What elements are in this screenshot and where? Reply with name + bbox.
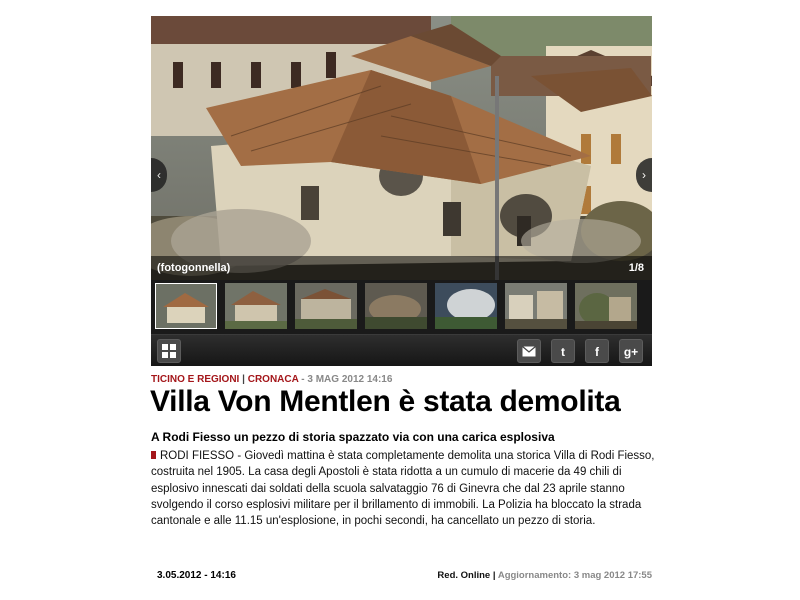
thumbnail-3[interactable] [295, 283, 357, 329]
article-date: 3 MAG 2012 14:16 [307, 374, 393, 385]
previous-photo-button[interactable]: ‹ [151, 158, 167, 192]
article-subtitle: A Rodi Fiesso un pezzo di storia spazzato via con una carica esplosiva [151, 430, 555, 444]
gallery-toolbar [151, 334, 652, 366]
article-place: RODI FIESSO [160, 450, 235, 462]
thumbnail-5[interactable] [435, 283, 497, 329]
thumbnail-1[interactable] [155, 283, 217, 329]
thumbnail-2[interactable] [225, 283, 287, 329]
footer-date: 3.05.2012 - 14:16 [157, 570, 236, 581]
photo-caption: (fotogonnella) [157, 262, 231, 274]
email-share-button[interactable] [517, 339, 541, 363]
grid-view-button[interactable] [157, 339, 181, 363]
dateline-marker-icon [151, 451, 156, 459]
section-link[interactable]: TICINO E REGIONI [151, 374, 240, 385]
twitter-share-button[interactable]: t [551, 339, 575, 363]
mail-icon [522, 346, 536, 357]
thumbnail-strip [151, 280, 652, 334]
footer-meta [437, 570, 652, 581]
article-text: - Giovedì mattina è stata completamente demolita una storica Villa di Rodi Fiesso, costruita nel 1905. La casa degli Apostoli è stata ridotta a un cumulo di macerie da 49 chili di esplosivo innescati dai soldati della scuola salvataggio 76 di Ginevra che dal 23 aprile stanno svolgendo il corso esplosivi militare per il brillamento di immobili. La Polizia ha bloccato la strada cantonale e alle 11.15 un'esplosione, in pochi secondi, ha cancellato un pezzo di storia. [151, 450, 655, 528]
article-title: Villa Von Mentlen è stata demolita [150, 385, 621, 418]
photo-counter: 1/8 [628, 262, 644, 274]
article-body [151, 448, 661, 529]
article-kicker [151, 374, 392, 385]
grid-icon [162, 344, 176, 358]
google-plus-share-button[interactable]: g+ [619, 339, 643, 363]
kicker-dash: - [301, 374, 305, 385]
facebook-share-button[interactable]: f [585, 339, 609, 363]
hero-photo[interactable] [151, 16, 652, 280]
thumbnail-6[interactable] [505, 283, 567, 329]
demolished-villa-photo [151, 16, 652, 280]
category-link[interactable]: CRONACA [247, 374, 299, 385]
footer-separator: | [492, 570, 496, 581]
next-photo-button[interactable]: › [636, 158, 652, 192]
photo-gallery [151, 16, 652, 366]
thumbnail-4[interactable] [365, 283, 427, 329]
footer-update: Aggiornamento: 3 mag 2012 17:55 [497, 570, 652, 581]
kicker-separator: | [242, 374, 245, 385]
footer-source: Red. Online [437, 570, 491, 581]
thumbnail-7[interactable] [575, 283, 637, 329]
